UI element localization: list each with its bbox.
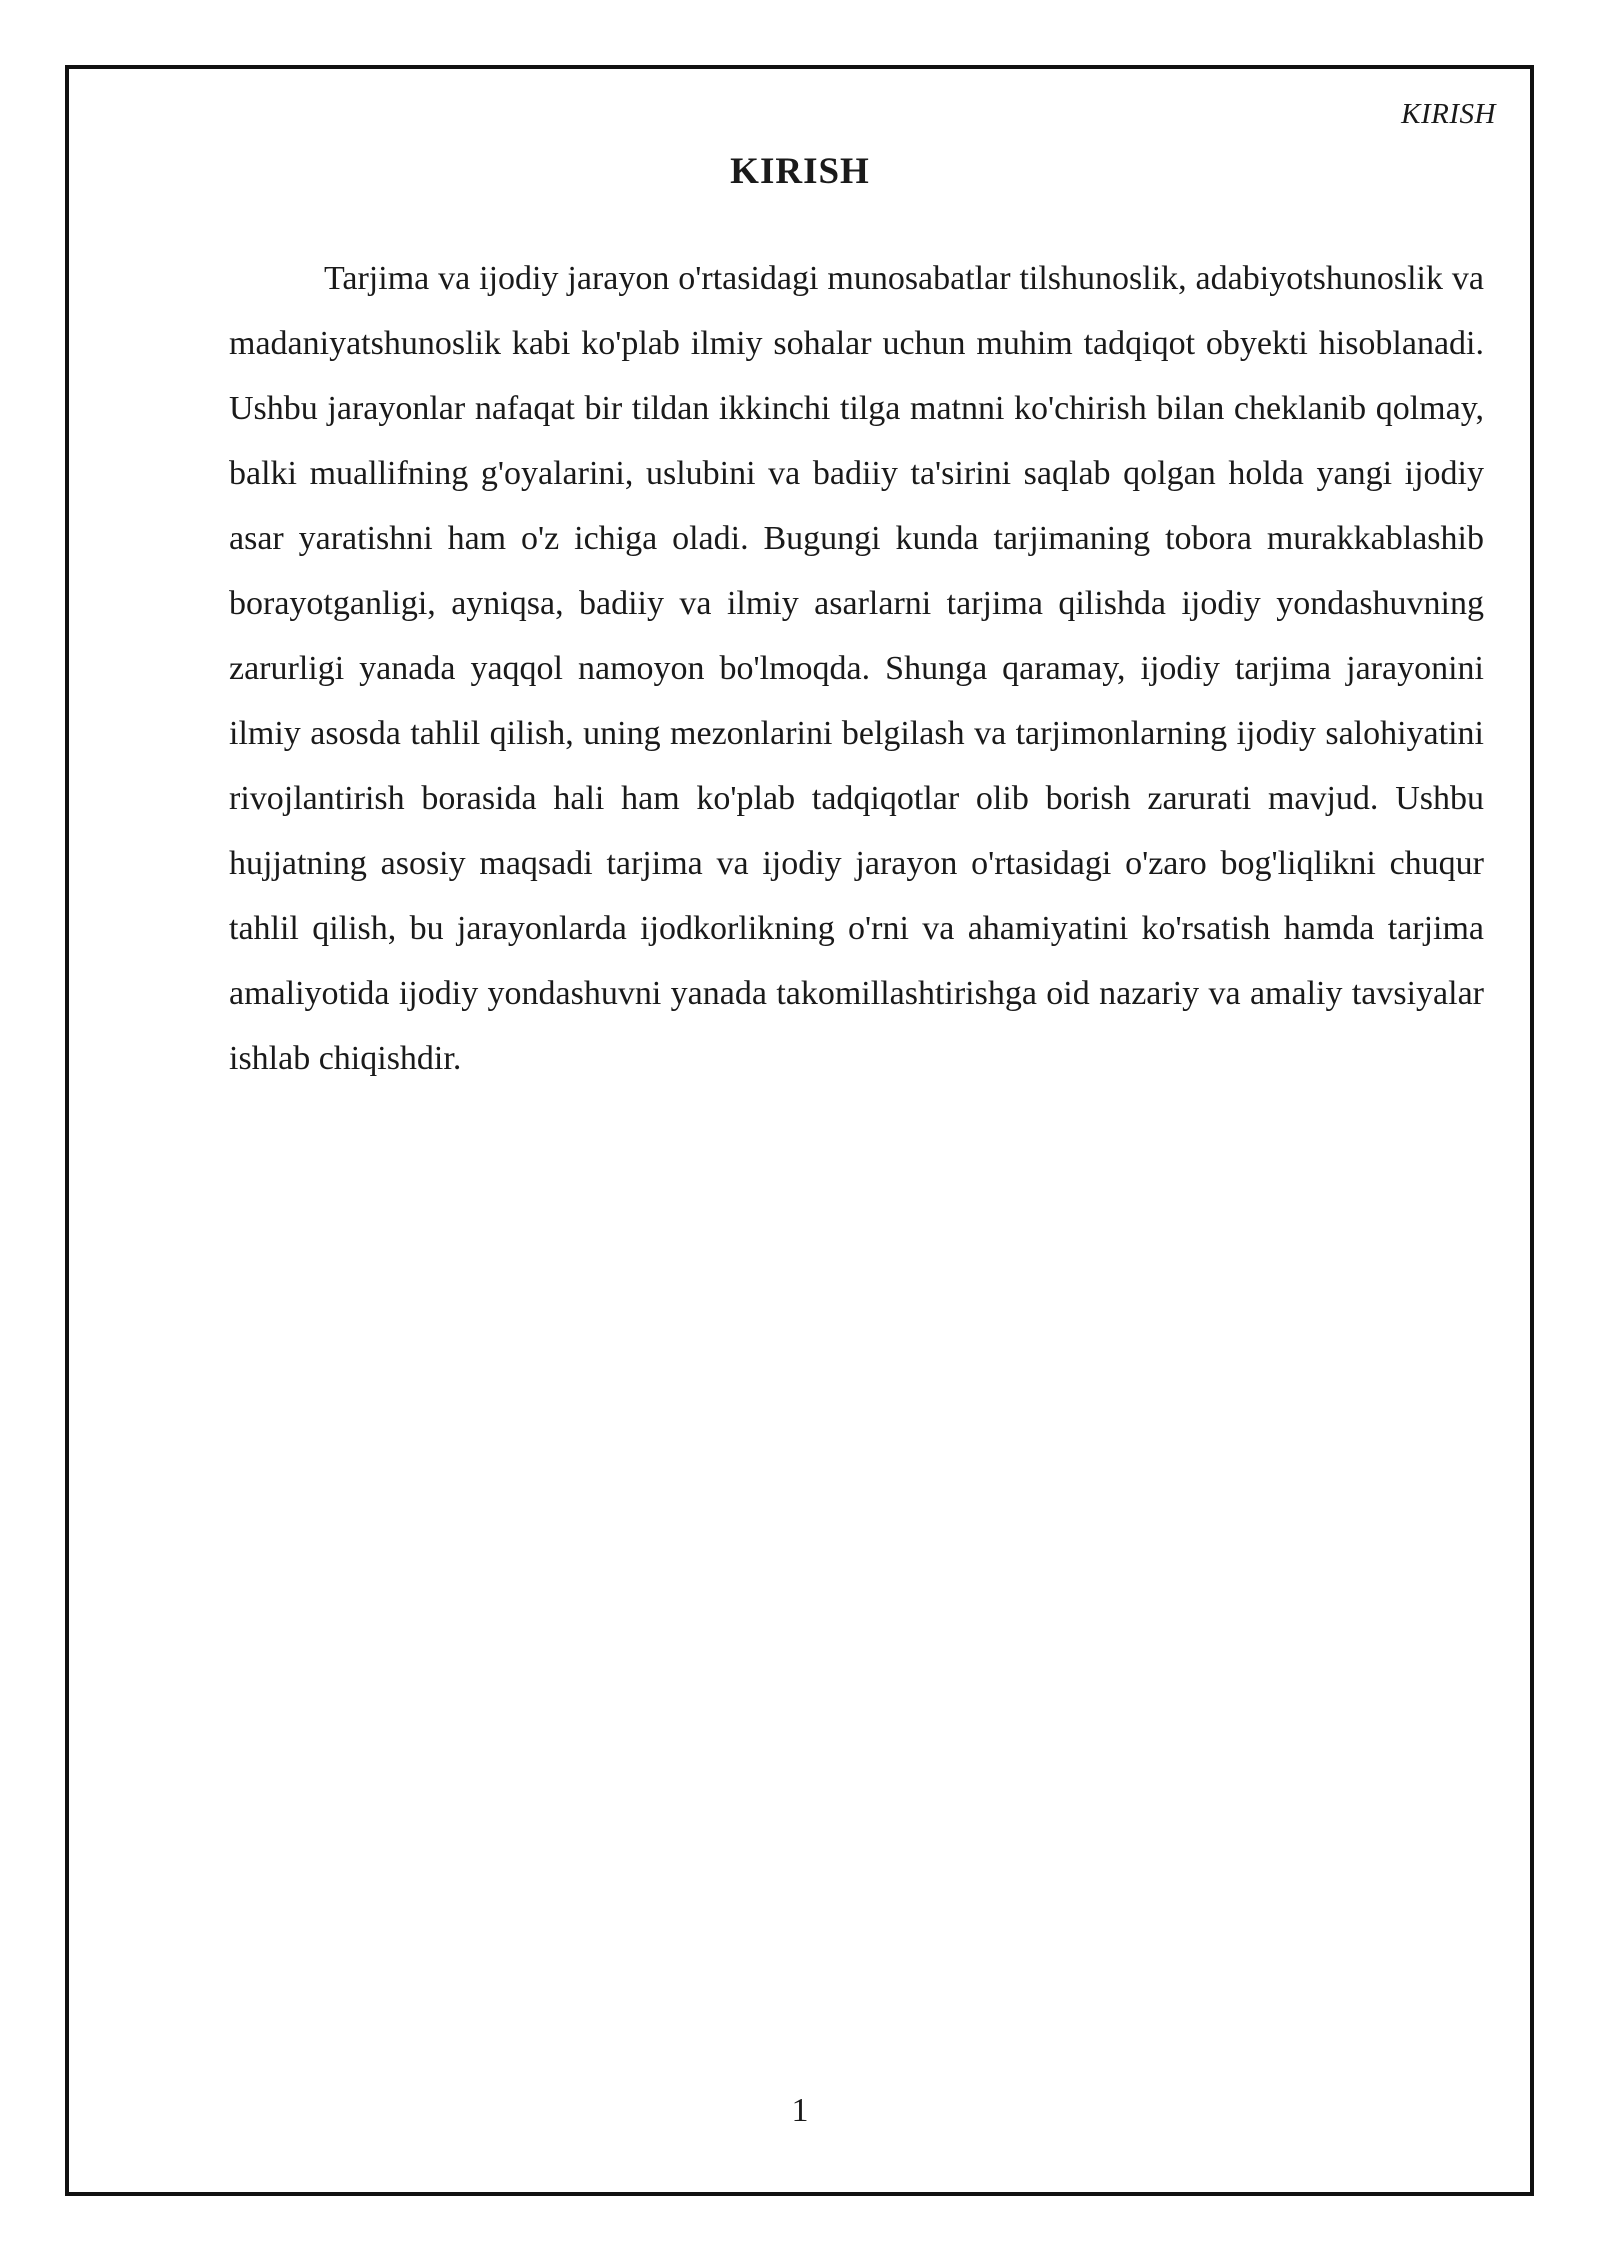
running-header: KIRISH	[1401, 98, 1496, 130]
section-heading: KIRISH	[730, 151, 870, 192]
page-number: 1	[791, 2092, 809, 2129]
body-paragraph: Tarjima va ijodiy jarayon o'rtasidagi munosabatlar tilshunoslik, adabiyotshunoslik va madaniyatshunoslik kabi ko'plab ilmiy sohalar uchun muhim tadqiqot obyekti hisoblanadi. Ushbu jarayonlar nafaqat bir tildan ikkinchi tilga matnni ko'chirish bilan cheklanib qolmay, balki muallifning g'oyalarini, uslubini va badiiy ta'sirini saqlab qolgan holda yangi ijodiy asar yaratishni ham o'z ichiga oladi. Bugungi kunda tarjimaning tobora murakkablashib borayotganligi, ayniqsa, badiiy va ilmiy asarlarni tarjima qilishda ijodiy yondashuvning zarurligi yanada yaqqol namoyon bo'lmoqda. Shunga qaramay, ijodiy tarjima jarayonini ilmiy asosda tahlil qilish, uning mezonlarini belgilash va tarjimonlarning ijodiy salohiyatini rivojlantirish borasida hali ham ko'plab tadqiqotlar olib borish zarurati mavjud. Ushbu hujjatning asosiy maqsadi tarjima va ijodiy jarayon o'rtasidagi o'zaro bog'liqlikni chuqur tahlil qilish, bu jarayonlarda ijodkorlikning o'rni va ahamiyatini ko'rsatish hamda tarjima amaliyotida ijodiy yondashuvni yanada takomillashtirishga oid nazariy va amaliy tavsiyalar ishlab chiqishdir.	[229, 260, 1484, 1077]
